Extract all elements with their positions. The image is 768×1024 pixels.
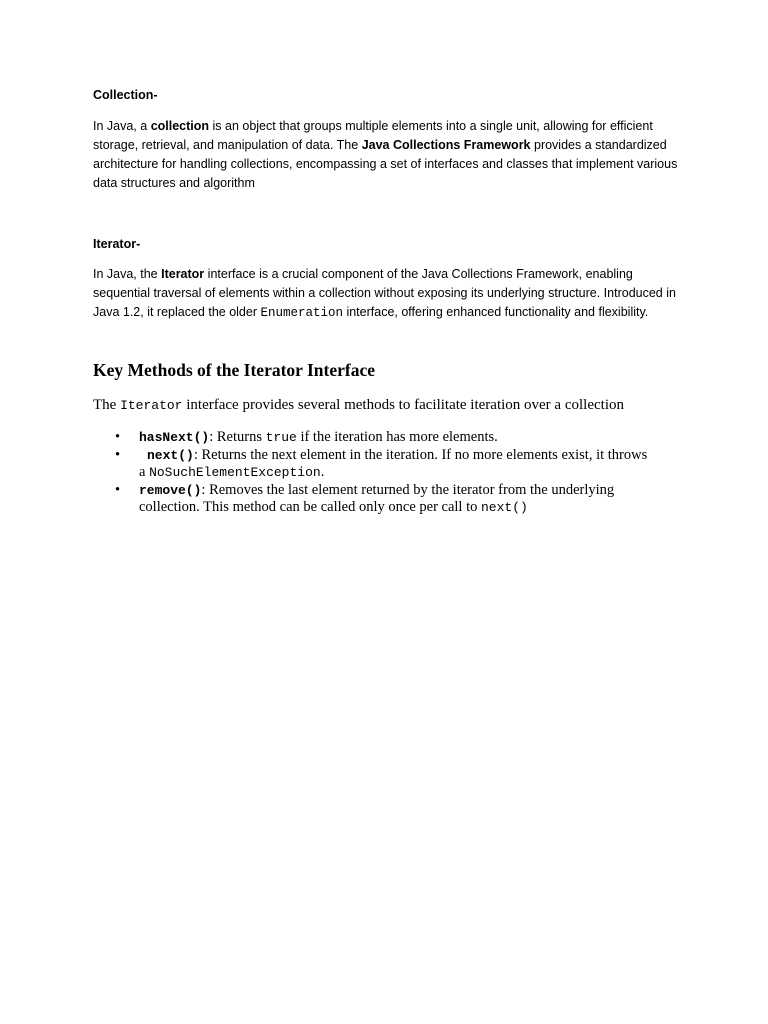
iterator-paragraph bbox=[93, 265, 683, 323]
collection-term: collection bbox=[150, 119, 210, 133]
bullet-icon: • bbox=[115, 429, 121, 445]
text-run: In Java, the bbox=[93, 267, 162, 281]
list-item-hasnext bbox=[93, 429, 653, 446]
text-run: interface provides several methods to facilitate iteration over a collection bbox=[182, 397, 624, 413]
method-name: next() bbox=[147, 448, 194, 463]
text-run: : Removes the last element returned by the iterator from the underlying collection. This method can be called only once per call to bbox=[139, 482, 615, 515]
methods-heading: Key Methods of the Iterator Interface bbox=[93, 360, 376, 380]
framework-term: Java Collections Framework bbox=[361, 138, 531, 152]
inline-code: next() bbox=[480, 500, 528, 515]
text-run: In Java, a bbox=[93, 119, 151, 133]
text-run: : Returns bbox=[209, 429, 266, 445]
methods-list bbox=[93, 429, 653, 517]
iterator-code: Iterator bbox=[120, 398, 183, 413]
enumeration-code: Enumeration bbox=[260, 306, 343, 320]
iterator-heading: Iterator- bbox=[93, 237, 141, 251]
collection-paragraph bbox=[93, 117, 683, 193]
text-run: interface is a crucial component of the Java Collections Framework, enabling sequential traversal of elements within a collection without exposing its underlying structure. Introduced in Java 1.2, it replaced the older bbox=[93, 267, 676, 319]
bullet-icon: • bbox=[115, 447, 121, 463]
inline-code: true bbox=[265, 430, 297, 445]
text-run: if the iteration has more elements. bbox=[296, 429, 498, 445]
iterator-term: Iterator bbox=[161, 267, 205, 281]
method-name: hasNext() bbox=[139, 430, 210, 445]
bullet-icon: • bbox=[115, 482, 121, 498]
list-item-next bbox=[93, 447, 653, 481]
inline-code: NoSuchElementException bbox=[149, 465, 321, 480]
list-item-remove bbox=[93, 482, 653, 516]
collection-heading: Collection- bbox=[93, 88, 158, 102]
text-run: : Returns the next element in the iteration. If no more elements exist, it throws a bbox=[139, 447, 648, 480]
text-run: . bbox=[320, 464, 325, 480]
methods-intro bbox=[93, 395, 624, 416]
method-name: remove() bbox=[139, 483, 202, 498]
text-run: The bbox=[93, 397, 121, 413]
text-run: is an object that groups multiple elements into a single unit, allowing for efficient storage, retrieval, and manipulation of data. The bbox=[93, 119, 653, 152]
text-run: provides a standardized architecture for handling collections, encompassing a set of interfaces and classes that implement various data structures and algorithm bbox=[93, 138, 678, 190]
text-run: interface, offering enhanced functionality and flexibility. bbox=[342, 305, 649, 319]
